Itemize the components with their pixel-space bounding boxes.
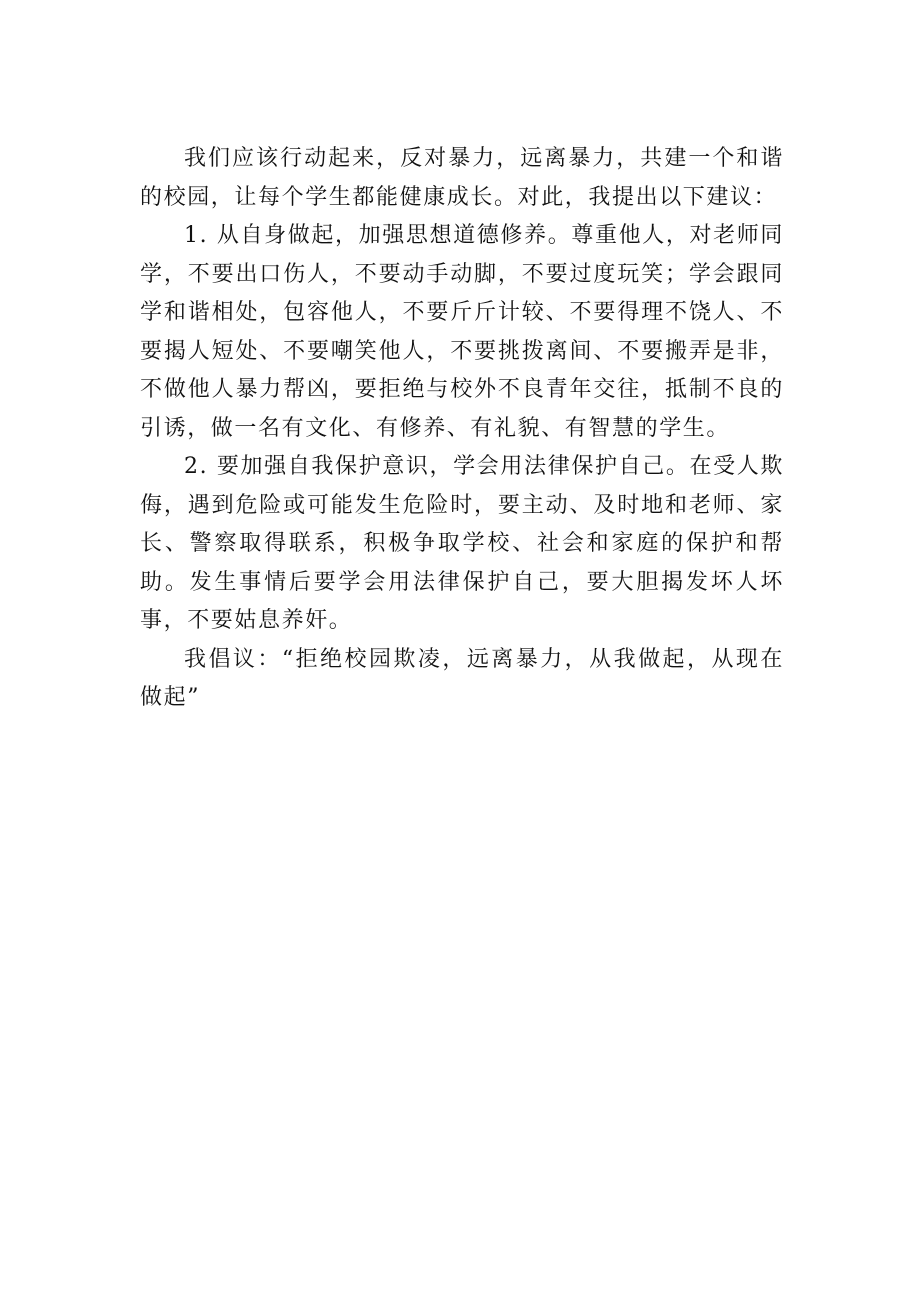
proposal-paragraph: 我倡议：“拒绝校园欺凌，远离暴力，从我做起，从现在做起” bbox=[140, 646, 784, 710]
document-body bbox=[140, 140, 784, 718]
intro-paragraph: 我们应该行动起来，反对暴力，远离暴力，共建一个和谐的校园，让每个学生都能健康成长。对此，我提出以下建议： bbox=[140, 146, 784, 210]
suggestion-1-paragraph: 1. 从自身做起，加强思想道德修养。尊重他人，对老师同学，不要出口伤人，不要动手动脚，不要过度玩笑；学会跟同学和谐相处，包容他人，不要斤斤计较、不要得理不饶人、不要揭人短处、不要嘲笑他人，不要挑拨离间、不要搬弄是非，不做他人暴力帮凶，要拒绝与校外不良青年交往，抵制不良的引诱，做一名有文化、有修养、有礼貌、有智慧的学生。 bbox=[140, 223, 784, 441]
suggestion-2-paragraph: 2. 要加强自我保护意识，学会用法律保护自己。在受人欺侮，遇到危险或可能发生危险时，要主动、及时地和老师、家长、警察取得联系，积极争取学校、社会和家庭的保护和帮助。发生事情后要学会用法律保护自己，要大胆揭发坏人坏事，不要姑息养奸。 bbox=[140, 454, 784, 633]
